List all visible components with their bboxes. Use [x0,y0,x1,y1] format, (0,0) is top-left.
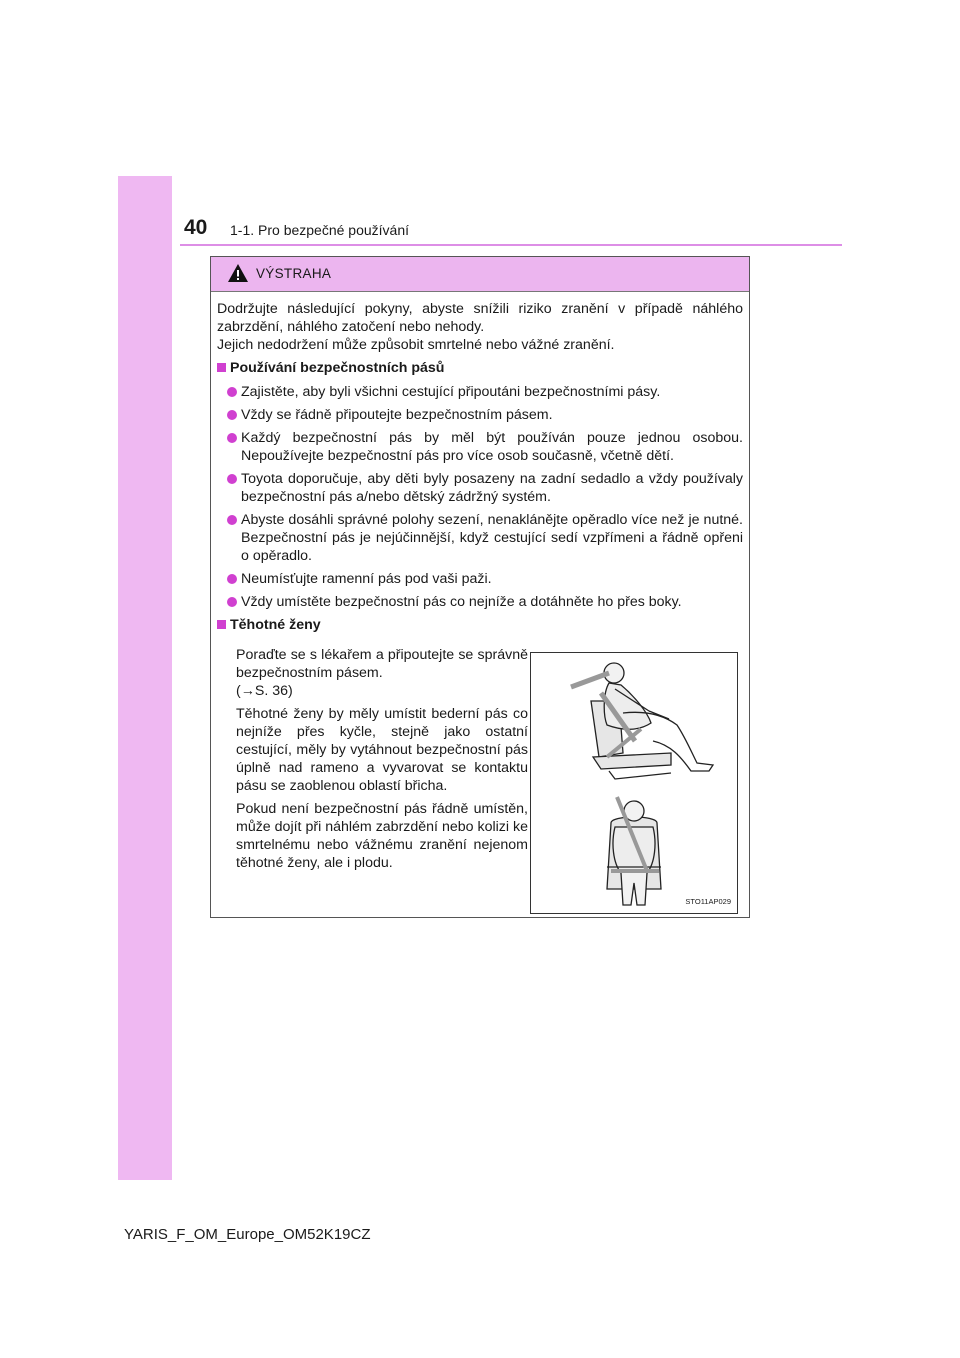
pregnant-text [236,646,528,877]
round-bullet-icon [227,474,237,484]
round-bullet-icon [227,433,237,443]
pregnant-heading: Těhotné ženy [217,616,743,634]
warning-body [211,292,749,936]
round-bullet-icon [227,410,237,420]
page-number: 40 [184,216,208,239]
square-bullet-icon [217,620,226,629]
pregnant-advice: Poraďte se s lékařem a připoutejte se správně bezpečnostním pásem. (→S. 36) [236,647,528,699]
round-bullet-icon [227,574,237,584]
pregnant-seatbelt-illustration [530,652,738,914]
round-bullet-icon [227,597,237,607]
pregnant-section [217,640,743,936]
list-item: Abyste dosáhli správné polohy sezení, nenaklánějte opěradlo více než je nutné. Bezpečnostní pás je nejúčinnější, když cestující sedí vzpřímeni a řádně opřeni o opěradlo. [217,511,743,565]
pregnant-belt-placement: Těhotné ženy by měly umístit bederní pás co nejníže přes kyčle, stejně jako ostatní cestující, měly by vytáhnout bezpečnostní pás úplně nad rameno a vyvarovat se kontaktu pásu se zaoblenou oblastí břicha. [236,706,528,794]
list-item: Každý bezpečnostní pás by měl být používán pouze jednou osobou. Nepoužívejte bezpečnostní pás pro více osob současně, včetně dětí. [217,429,743,465]
page-reference[interactable]: (→S. 36) [236,683,293,699]
warning-intro-consequence: Jejich nedodržení může způsobit smrtelné nebo vážné zranění. [217,337,615,353]
pregnant-risk: Pokud není bezpečnostní pás řádně umístěn, může dojít při náhlém zabrzdění nebo kolizi ke smrtelnému nebo vážnému zranění nejenom těhotné ženy, ale i plodu. [236,801,528,871]
round-bullet-icon [227,387,237,397]
chapter-side-tab [118,176,172,1180]
seated-pregnant-woman-side-view [531,653,737,793]
list-item: Vždy umístěte bezpečnostní pás co nejníže a dotáhněte ho přes boky. [217,593,743,611]
seatbelt-heading: Používání bezpečnostních pásů [217,359,743,377]
warning-triangle-icon [227,263,249,283]
section-title: 1-1. Pro bezpečné používání [230,222,410,238]
warning-intro: Dodržujte následující pokyny, abyste snížili riziko zranění v případě náhlého zabrzdění, náhlého zatočení nebo nehody. [217,301,743,335]
square-bullet-icon [217,363,226,372]
header-rule [180,244,842,246]
list-item: Zajistěte, aby byli všichni cestující připoutáni bezpečnostními pásy. [217,383,743,401]
list-item: Vždy se řádně připoutejte bezpečnostním pásem. [217,406,743,424]
page-header [180,216,842,246]
document-id: YARIS_F_OM_Europe_OM52K19CZ [124,1226,371,1243]
list-item: Toyota doporučuje, aby děti byly posazeny na zadní sedadlo a vždy používaly bezpečnostní pás a/nebo dětský zádržný systém. [217,470,743,506]
warning-header [211,257,749,292]
round-bullet-icon [227,515,237,525]
figure-code: STO11AP029 [685,897,731,906]
warning-title: VÝSTRAHA [256,266,332,281]
warning-box [210,256,750,918]
list-item: Neumísťujte ramenní pás pod vaši paži. [217,570,743,588]
